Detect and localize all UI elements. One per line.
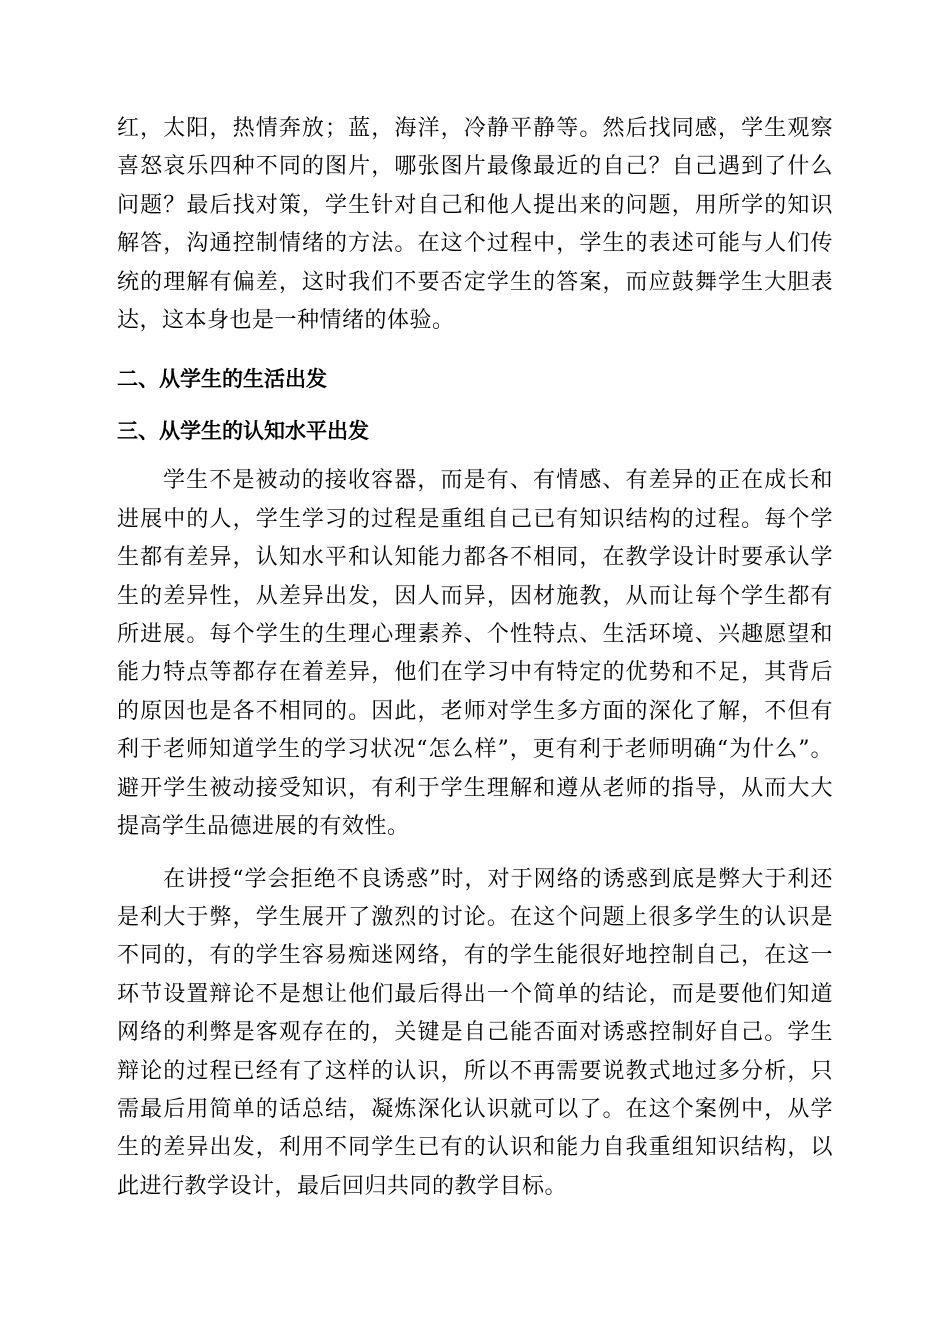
- document-page: [117, 110, 833, 1206]
- body-paragraph-3: 在讲授“学会拒绝不良诱惑”时，对于网络的诱惑到底是弊大于利还是利大于弊，学生展开了激烈的讨论。在这个问题上很多学生的认识是不同的，有的学生容易痴迷网络，有的学生能很好地控制自己，在这一环节设置辩论不是想让他们最后得出一个简单的结论，而是要他们知道网络的利弊是客观存在的，关键是自己能否面对诱惑控制好自己。学生辩论的过程已经有了这样的认识，所以不再需要说教式地过多分析，只需最后用简单的话总结，凝炼深化认识就可以了。在这个案例中，从学生的差异出发，利用不同学生已有的认识和能力自我重组知识结构，以此进行教学设计，最后回归共同的教学目标。: [117, 866, 833, 1199]
- body-paragraph-1: 红，太阳，热情奔放；蓝，海洋，冷静平静等。然后找同感，学生观察喜怒哀乐四种不同的图片，哪张图片最像最近的自己？自己遇到了什么问题？最后找对策，学生针对自己和他人提出来的问题，用所学的知识解答，沟通控制情绪的方法。在这个过程中，学生的表述可能与人们传统的理解有偏差，这时我们不要否定学生的答案，而应鼓舞学生大胆表达，这本身也是一种情绪的体验。: [117, 116, 833, 334]
- section-heading-2: 二、从学生的生活出发: [117, 367, 327, 392]
- section-heading-3: 三、从学生的认知水平出发: [117, 419, 369, 444]
- body-paragraph-2: 学生不是被动的接收容器，而是有、有情感、有差异的正在成长和进展中的人，学生学习的过程是重组自己已有知识结构的过程。每个学生都有差异，认知水平和认知能力都各不相同，在教学设计时要承认学生的差异性，从差异出发，因人而异，因材施教，从而让每个学生都有所进展。每个学生的生理心理素养、个性特点、生活环境、兴趣愿望和能力特点等都存在着差异，他们在学习中有特定的优势和不足，其背后的原因也是各不相同的。因此，老师对学生多方面的深化了解，不但有利于老师知道学生的学习状况“怎么样”，更有利于老师明确“为什么”。避开学生被动接受知识，有利于学生理解和遵从老师的指导，从而大大提高学生品德进展的有效性。: [117, 468, 833, 840]
